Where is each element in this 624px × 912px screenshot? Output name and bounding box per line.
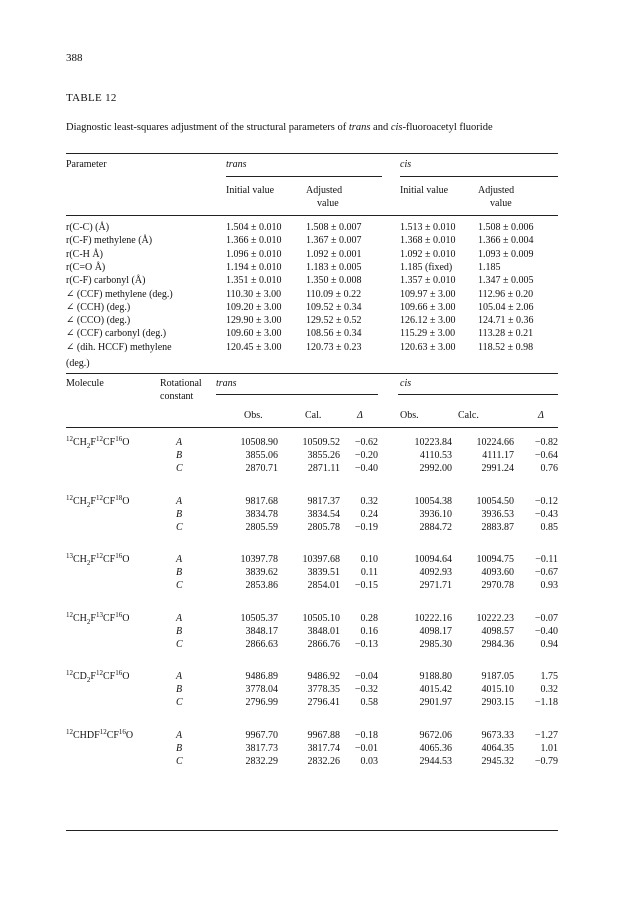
rotational-constant: C [176, 638, 183, 650]
isotope-part: F [90, 612, 96, 624]
cis-adjusted-value: 1.366 ± 0.004 [478, 235, 534, 247]
rotational-constant: C [176, 580, 183, 592]
isotope-part: 12 [95, 669, 103, 678]
cis-calculated: 3936.53 [481, 508, 514, 520]
cis-delta: 0.93 [540, 580, 558, 592]
isotope-part: CHDF [73, 730, 100, 741]
trans-adjusted-value: 109.52 ± 0.34 [306, 301, 362, 313]
isotope-part: CD [73, 671, 87, 683]
table1-bottom-rule [66, 373, 558, 374]
cis-calculated: 4015.10 [481, 684, 514, 696]
trans-delta: −0.13 [354, 638, 378, 650]
trans-delta: 0.58 [360, 697, 378, 709]
rotational-constant: A [176, 612, 183, 624]
trans-adjusted-value: 1.183 ± 0.005 [306, 261, 362, 273]
parameter-name: ∠ (CCF) carbonyl (deg.) [66, 328, 167, 340]
isotope-part: O [125, 730, 134, 741]
header2-cis: cis [400, 378, 412, 389]
page-number: 388 [66, 52, 83, 64]
isotope-part: F [90, 495, 96, 507]
cis-delta: 0.76 [540, 463, 558, 474]
isotope-part: 12 [66, 610, 73, 619]
trans-delta: 0.11 [360, 567, 378, 579]
cis-observed: 10054.38 [414, 495, 452, 507]
header-rotational: Rotational [160, 378, 202, 389]
isotopologue-label [66, 552, 130, 568]
trans-observed: 3855.06 [245, 450, 278, 461]
cis-calculated: 2984.36 [481, 638, 514, 650]
trans-delta: 0.03 [360, 756, 378, 767]
trans-calculated: 9967.88 [307, 730, 340, 741]
trans-delta: −0.01 [354, 743, 378, 754]
cis-adjusted-value: 112.96 ± 0.20 [478, 288, 534, 300]
cis-observed: 2901.97 [419, 697, 452, 709]
cis-calculated: 2970.78 [481, 580, 514, 592]
trans-observed: 3817.73 [245, 743, 278, 754]
caption-trans: trans [348, 122, 371, 133]
cis-delta: −0.64 [534, 450, 558, 461]
isotope-part: 16 [115, 435, 123, 443]
cis-observed: 4098.17 [419, 625, 452, 637]
cis-initial-value: 109.97 ± 3.00 [400, 288, 456, 300]
caption-part3: -fluoroacetyl fluoride [402, 122, 493, 133]
cis-calculated: 2883.87 [481, 521, 514, 533]
trans-observed: 2870.71 [245, 463, 278, 474]
rotational-constant: B [176, 508, 183, 520]
cis2-header-rule [398, 394, 558, 395]
caption-part2: and [370, 122, 391, 133]
header-trans-adjusted: Adjusted [306, 185, 343, 196]
rotational-constant: C [176, 521, 183, 533]
trans-calculated: 3834.54 [307, 508, 340, 520]
cis-observed: 2985.30 [419, 638, 452, 650]
cis-delta: 0.94 [540, 638, 558, 650]
trans-delta: −0.20 [354, 450, 378, 461]
table2-header-bottom-rule [66, 427, 558, 428]
cis-observed: 9188.80 [419, 671, 452, 683]
trans-observed: 3778.04 [245, 684, 278, 696]
trans-delta: 0.16 [360, 625, 378, 637]
cis-delta: −1.18 [534, 697, 558, 709]
cis-initial-value: 115.29 ± 3.00 [400, 328, 456, 340]
cis-delta: −0.12 [534, 495, 558, 507]
isotope-part: 13 [95, 610, 103, 619]
trans-adjusted-value: 108.56 ± 0.34 [306, 328, 362, 340]
rotational-constant: C [176, 463, 183, 474]
parameter-name: r(C-F) carbonyl (Å) [66, 275, 146, 287]
trans-adjusted-value: 110.09 ± 0.22 [306, 288, 362, 300]
rotational-constant: C [176, 697, 183, 709]
isotope-part: CH [73, 437, 87, 448]
header-trans-value: value [317, 198, 339, 209]
header2-trans: trans [216, 378, 237, 389]
header-cis-obs: Obs. [400, 410, 419, 421]
trans-initial-value: 109.20 ± 3.00 [226, 301, 282, 313]
parameter-name: ∠ (CCO) (deg.) [66, 315, 131, 327]
trans-calculated: 3778.35 [307, 684, 340, 696]
cis-adjusted-value: 118.52 ± 0.98 [478, 341, 534, 353]
isotopologue-label [66, 730, 133, 741]
cis-observed: 2944.53 [419, 756, 452, 767]
isotope-part: O [122, 437, 130, 448]
cis-observed: 10223.84 [414, 437, 452, 448]
isotope-part: CF [102, 612, 116, 624]
trans-initial-value: 1.504 ± 0.010 [226, 222, 282, 233]
table-caption [66, 121, 566, 135]
trans-calculated: 3855.26 [307, 450, 340, 461]
cis-adjusted-value: 1.185 [478, 261, 501, 273]
cis-delta: −0.11 [535, 554, 558, 566]
trans-adjusted-value: 1.092 ± 0.001 [306, 248, 362, 260]
cis-calculated: 10222.23 [476, 612, 514, 624]
trans-calculated: 2796.41 [307, 697, 340, 709]
cis-delta: −0.07 [534, 612, 558, 624]
trans-observed: 9817.68 [245, 495, 278, 507]
trans-delta: 0.24 [360, 508, 378, 520]
rotational-constant: C [176, 756, 183, 767]
trans-observed: 10505.37 [240, 612, 278, 624]
isotope-part: 16 [115, 669, 123, 678]
trans-delta: −0.19 [354, 521, 378, 533]
cis-observed: 2884.72 [419, 521, 452, 533]
table-label: TABLE 12 [66, 92, 117, 104]
trans-delta: 0.32 [360, 495, 378, 507]
cis-initial-value: 1.092 ± 0.010 [400, 248, 456, 260]
cis-delta: 1.01 [540, 743, 558, 754]
cis-calculated: 2945.32 [481, 756, 514, 767]
parameter-name: ∠ (CCF) methylene (deg.) [66, 288, 173, 300]
trans-initial-value: 1.351 ± 0.010 [226, 275, 282, 287]
isotopologue-label [66, 493, 130, 509]
cis-delta: −1.27 [534, 730, 558, 741]
trans-calculated: 9817.37 [307, 495, 340, 507]
isotope-part: O [122, 612, 130, 624]
cis-adjusted-value: 105.04 ± 2.06 [478, 301, 534, 313]
trans-calculated: 3839.51 [307, 567, 340, 579]
isotope-part: F [90, 554, 96, 566]
isotope-part: O [122, 554, 130, 566]
header-trans: trans [226, 159, 247, 170]
isotope-part: 12 [66, 728, 73, 736]
isotope-part: 16 [115, 610, 123, 619]
trans-calculated: 10397.68 [302, 554, 340, 566]
cis-delta: −0.67 [534, 567, 558, 579]
header-cis: cis [400, 159, 412, 170]
param-continuation: (deg.) [66, 358, 90, 369]
header-molecule: Molecule [66, 378, 104, 389]
cis-calculated: 10054.50 [476, 495, 514, 507]
cis-calculated: 2903.15 [481, 697, 514, 709]
trans-initial-value: 1.366 ± 0.010 [226, 235, 282, 247]
header-cis-calc: Calc. [458, 410, 479, 421]
trans-calculated: 10509.52 [302, 437, 340, 448]
cis-delta: 0.85 [540, 521, 558, 533]
rotational-constant: A [176, 495, 183, 507]
isotope-part: 12 [66, 493, 73, 502]
isotopologue-label [66, 669, 130, 685]
trans2-header-rule [216, 394, 378, 395]
table1-header-bottom-rule [66, 215, 558, 216]
trans-initial-value: 120.45 ± 3.00 [226, 341, 282, 353]
trans-delta: −0.40 [354, 463, 378, 474]
isotope-part: CF [102, 671, 116, 683]
parameter-name: r(C-F) methylene (Å) [66, 235, 153, 247]
table2-bottom-rule [66, 830, 558, 831]
isotope-part: 12 [95, 435, 103, 443]
cis-observed: 4092.93 [419, 567, 452, 579]
header-cis-delta: Δ [538, 410, 544, 421]
isotope-part: 2 [86, 676, 91, 685]
trans-delta: −0.04 [354, 671, 378, 683]
isotope-part: 12 [66, 435, 73, 443]
cis-initial-value: 1.185 (fixed) [400, 261, 453, 273]
rotational-constant: B [176, 743, 183, 754]
header-cis-adjusted: Adjusted [478, 185, 515, 196]
rotational-constant: B [176, 450, 183, 461]
trans-delta: −0.62 [354, 437, 378, 448]
cis-calculated: 4098.57 [481, 625, 514, 637]
cis-adjusted-value: 113.28 ± 0.21 [478, 328, 534, 340]
isotope-part: 12 [95, 552, 103, 561]
cis-adjusted-value: 1.093 ± 0.009 [478, 248, 534, 260]
parameter-name: r(C-H Å) [66, 248, 103, 260]
cis-delta: −0.79 [534, 756, 558, 767]
cis-calculated: 9187.05 [481, 671, 514, 683]
cis-adjusted-value: 1.347 ± 0.005 [478, 275, 534, 287]
cis-calculated: 10224.66 [476, 437, 514, 448]
cis-observed: 4065.36 [419, 743, 452, 754]
cis-delta: −0.43 [534, 508, 558, 520]
trans-observed: 10397.78 [240, 554, 278, 566]
isotope-part: 2 [86, 442, 91, 450]
isotope-part: CF [106, 730, 119, 741]
trans-initial-value: 1.096 ± 0.010 [226, 248, 282, 260]
cis-observed: 9672.06 [419, 730, 452, 741]
cis-delta: 0.32 [540, 684, 558, 696]
trans-observed: 9486.89 [245, 671, 278, 683]
cis-initial-value: 1.357 ± 0.010 [400, 275, 456, 287]
parameter-name: r(C-C) (Å) [66, 222, 110, 233]
isotope-part: CF [102, 495, 116, 507]
trans-observed: 3839.62 [245, 567, 278, 579]
isotope-part: F [90, 437, 96, 448]
cis-delta: −0.40 [534, 625, 558, 637]
trans-header-rule [226, 176, 382, 177]
rotational-constant: B [176, 567, 183, 579]
trans-calculated: 9486.92 [307, 671, 340, 683]
trans-observed: 9967.70 [245, 730, 278, 741]
trans-delta: −0.18 [354, 730, 378, 741]
trans-adjusted-value: 1.367 ± 0.007 [306, 235, 362, 247]
trans-calculated: 3848.01 [307, 625, 340, 637]
isotope-part: CH [73, 554, 87, 566]
cis-calculated: 9673.33 [481, 730, 514, 741]
cis-initial-value: 1.368 ± 0.010 [400, 235, 456, 247]
trans-observed: 2832.29 [245, 756, 278, 767]
rotational-constant: A [176, 730, 183, 741]
rotational-constant: A [176, 554, 183, 566]
trans-adjusted-value: 1.350 ± 0.008 [306, 275, 362, 287]
trans-calculated: 2871.11 [307, 463, 340, 474]
trans-calculated: 2805.78 [307, 521, 340, 533]
cis-observed: 3936.10 [419, 508, 452, 520]
cis-observed: 4110.53 [419, 450, 452, 461]
isotope-part: O [122, 671, 130, 683]
caption-part1: Diagnostic least-squares adjustment of the structural parameters of [66, 122, 349, 133]
trans-calculated: 3817.74 [307, 743, 340, 754]
caption-cis: cis [390, 122, 403, 133]
rotational-constant: A [176, 671, 183, 683]
isotope-part: 2 [86, 559, 91, 568]
trans-delta: 0.10 [360, 554, 378, 566]
isotope-part: 18 [115, 493, 123, 502]
cis-calculated: 4093.60 [481, 567, 514, 579]
cis-observed: 4015.42 [419, 684, 452, 696]
trans-calculated: 2854.01 [307, 580, 340, 592]
cis-delta: −0.82 [534, 437, 558, 448]
cis-adjusted-value: 124.71 ± 0.36 [478, 315, 534, 327]
header-cis-value: value [490, 198, 512, 209]
trans-observed: 2866.63 [245, 638, 278, 650]
trans-calculated: 2866.76 [307, 638, 340, 650]
trans-delta: −0.15 [354, 580, 378, 592]
header-trans-delta: Δ [357, 410, 363, 421]
trans-observed: 10508.90 [240, 437, 278, 448]
isotope-part: 12 [99, 728, 107, 736]
trans-delta: −0.32 [354, 684, 378, 696]
isotope-part: 2 [86, 617, 91, 626]
trans-observed: 2796.99 [245, 697, 278, 709]
trans-initial-value: 1.194 ± 0.010 [226, 261, 282, 273]
cis-observed: 2971.71 [419, 580, 452, 592]
cis-calculated: 10094.75 [476, 554, 514, 566]
cis-header-rule [400, 176, 558, 177]
parameter-name: ∠ (CCH) (deg.) [66, 301, 131, 313]
header-cis-initial: Initial value [400, 185, 449, 196]
trans-adjusted-value: 120.73 ± 0.23 [306, 341, 362, 353]
cis-observed: 10222.16 [414, 612, 452, 624]
isotope-part: 12 [66, 669, 73, 678]
header-trans-cal: Cal. [305, 410, 322, 421]
cis-initial-value: 120.63 ± 3.00 [400, 341, 456, 353]
trans-observed: 2805.59 [245, 521, 278, 533]
isotope-part: 16 [115, 552, 123, 561]
header-parameter: Parameter [66, 159, 107, 170]
cis-observed: 10094.64 [414, 554, 452, 566]
header-trans-initial: Initial value [226, 185, 275, 196]
cis-delta: 1.75 [540, 671, 558, 683]
cis-calculated: 2991.24 [481, 463, 514, 474]
isotopologue-label [66, 437, 129, 448]
trans-adjusted-value: 129.52 ± 0.52 [306, 315, 362, 327]
isotope-part: F [90, 671, 96, 683]
rotational-constant: B [176, 625, 183, 637]
table1-top-rule [66, 153, 558, 154]
isotope-part: 16 [118, 728, 126, 736]
cis-initial-value: 109.66 ± 3.00 [400, 301, 456, 313]
isotope-part: 2 [86, 500, 91, 509]
isotope-part: CF [102, 554, 116, 566]
cis-observed: 2992.00 [419, 463, 452, 474]
cis-calculated: 4111.17 [482, 450, 514, 461]
trans-observed: 3834.78 [245, 508, 278, 520]
isotope-part: 13 [66, 552, 73, 561]
trans-calculated: 10505.10 [302, 612, 340, 624]
parameter-name: r(C=O Å) [66, 261, 106, 273]
trans-observed: 2853.86 [245, 580, 278, 592]
cis-adjusted-value: 1.508 ± 0.006 [478, 222, 534, 233]
trans-initial-value: 110.30 ± 3.00 [226, 288, 282, 300]
parameter-name: ∠ (dih. HCCF) methylene [66, 341, 172, 353]
isotope-part: CH [73, 612, 87, 624]
trans-delta: 0.28 [360, 612, 378, 624]
cis-initial-value: 1.513 ± 0.010 [400, 222, 456, 233]
cis-initial-value: 126.12 ± 3.00 [400, 315, 456, 327]
isotope-part: O [122, 495, 130, 507]
trans-adjusted-value: 1.508 ± 0.007 [306, 222, 362, 233]
trans-initial-value: 109.60 ± 3.00 [226, 328, 282, 340]
isotopologue-label [66, 610, 130, 626]
isotope-part: CF [102, 437, 116, 448]
rotational-constant: B [176, 684, 183, 696]
rotational-constant: A [176, 437, 183, 448]
cis-calculated: 4064.35 [481, 743, 514, 754]
isotope-part: CH [73, 495, 87, 507]
isotope-part: 12 [95, 493, 103, 502]
header-constant: constant [160, 391, 194, 402]
trans-initial-value: 129.90 ± 3.00 [226, 315, 282, 327]
header-trans-obs: Obs. [244, 410, 263, 421]
trans-calculated: 2832.26 [307, 756, 340, 767]
trans-observed: 3848.17 [245, 625, 278, 637]
